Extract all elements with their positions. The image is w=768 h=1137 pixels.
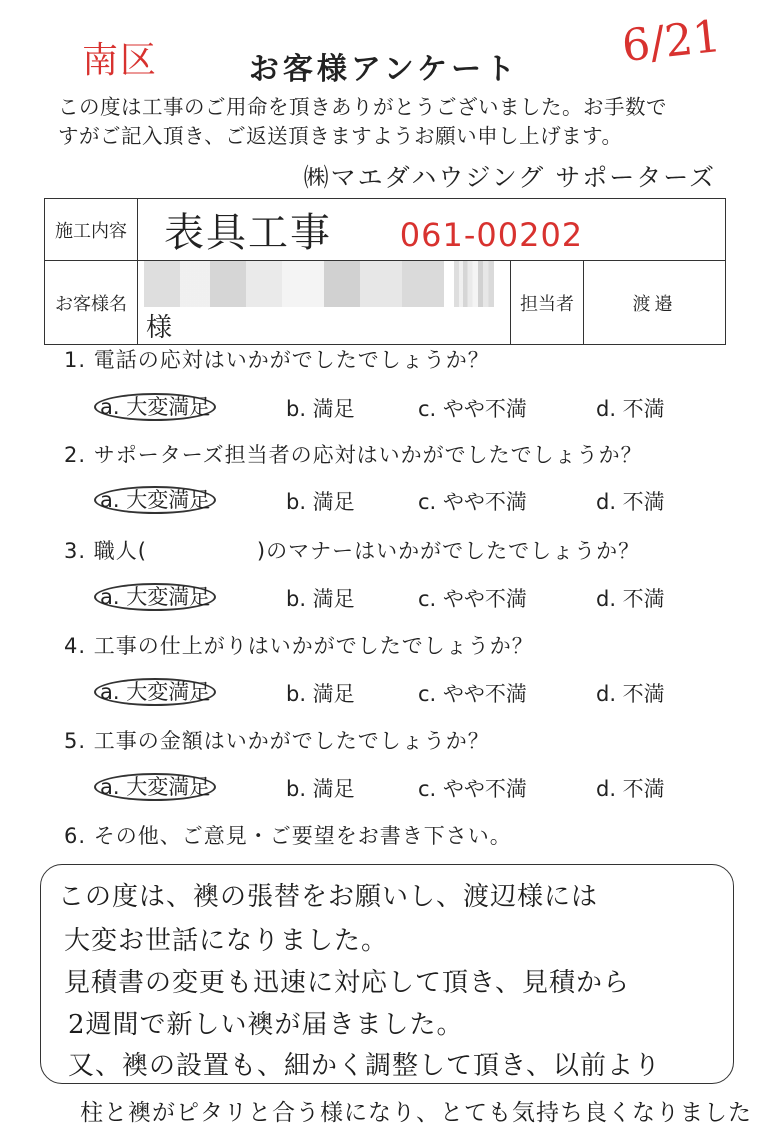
selected-circle: a. 大変満足: [94, 583, 216, 611]
work-label: 施工内容: [45, 199, 138, 261]
question-1: 1. 電話の応対はいかがでしたでしょうか？: [64, 348, 490, 372]
comment-line: 大変お世話になりました。: [64, 926, 389, 956]
question-6: 6. その他、ご意見・ご要望をお書き下さい。: [64, 824, 512, 848]
option-b[interactable]: b. 満足: [286, 490, 355, 514]
survey-title: お客様アンケート: [248, 52, 520, 87]
option-d[interactable]: d. 不満: [596, 397, 665, 421]
option-a-selected[interactable]: [100, 773, 216, 801]
option-c[interactable]: c. やや不満: [418, 682, 527, 706]
work-cell: [138, 199, 726, 261]
comment-line: 又、襖の設置も、細かく調整して頂き、以前より: [68, 1051, 661, 1081]
selected-circle: a. 大変満足: [94, 773, 216, 801]
work-value: 表具工事: [164, 210, 332, 256]
customer-label: お客様名: [45, 261, 138, 345]
option-d[interactable]: d. 不満: [596, 490, 665, 514]
option-a-selected[interactable]: [100, 486, 216, 514]
question-5: 5. 工事の金額はいかがでしたでしょうか？: [64, 729, 490, 753]
option-c[interactable]: c. やや不満: [418, 777, 527, 801]
intro-line: この度は工事のご用命を頂きありがとうございました。お手数で: [58, 95, 667, 119]
work-code: 061-00202: [399, 216, 584, 254]
selected-circle: a. 大変満足: [94, 393, 216, 421]
option-d[interactable]: d. 不満: [596, 587, 665, 611]
option-d[interactable]: d. 不満: [596, 682, 665, 706]
option-a-selected[interactable]: [100, 393, 216, 421]
comment-line: 見積書の変更も迅速に対応して頂き、見積から: [64, 968, 630, 998]
ward-note: 南区: [82, 40, 159, 81]
option-b[interactable]: b. 満足: [286, 587, 355, 611]
staff-value: 渡邉: [584, 261, 726, 345]
company-name: ㈱マエダハウジング サポーターズ: [303, 163, 716, 192]
option-a-selected[interactable]: [100, 583, 216, 611]
info-table: [44, 198, 726, 345]
question-3: 3. 職人( )のマナーはいかがでしたでしょうか？: [64, 539, 641, 563]
date-note: 6/21: [619, 10, 724, 73]
staff-label: 担当者: [511, 261, 584, 345]
option-b[interactable]: b. 満足: [286, 682, 355, 706]
option-c[interactable]: c. やや不満: [418, 397, 527, 421]
redacted-name: [144, 261, 444, 307]
question-4: 4. 工事の仕上がりはいかがでしたでしょうか？: [64, 634, 534, 658]
option-a-selected[interactable]: [100, 678, 216, 706]
option-c[interactable]: c. やや不満: [418, 587, 527, 611]
redacted-name: [454, 261, 494, 307]
honorific: 様: [146, 313, 173, 343]
selected-circle: a. 大変満足: [94, 678, 216, 706]
selected-circle: a. 大変満足: [94, 486, 216, 514]
customer-name-cell: [138, 261, 511, 345]
question-2: 2. サポーターズ担当者の応対はいかがでしたでしょうか？: [64, 443, 643, 467]
comment-line: この度は、襖の張替をお願いし、渡辺様には: [58, 882, 599, 912]
option-c[interactable]: c. やや不満: [418, 490, 527, 514]
option-d[interactable]: d. 不満: [596, 777, 665, 801]
intro-line: すがご記入頂き、ご返送頂きますようお願い申し上げます。: [58, 124, 623, 148]
option-b[interactable]: b. 満足: [286, 397, 355, 421]
comment-line: 柱と襖がピタリと合う様になり、とても気持ち良くなりました: [80, 1100, 752, 1126]
intro-text: [58, 93, 738, 151]
comment-line: 2週間で新しい襖が届きました。: [68, 1010, 464, 1040]
option-b[interactable]: b. 満足: [286, 777, 355, 801]
